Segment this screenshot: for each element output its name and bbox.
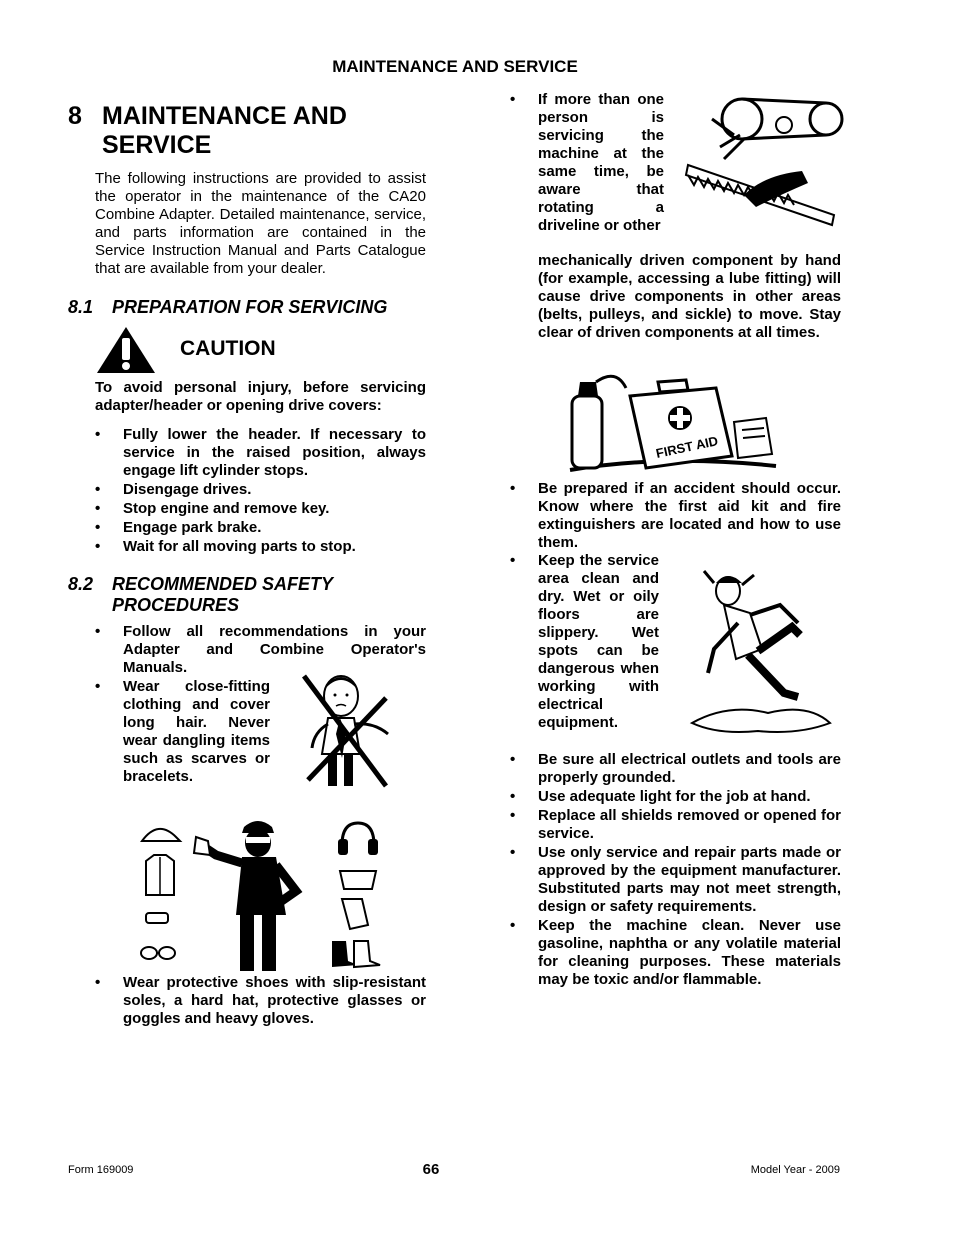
section-8-1-heading [68, 297, 428, 319]
list-item: • Keep the service area clean and dry. Wet or oily floors are slippery. Wet spots can be dangerous when working with electrical equipment. [510, 552, 659, 732]
list-item: • Use adequate light for the job at hand. [510, 788, 841, 806]
list-item: • Use only service and repair parts made or approved by the equipment manufacturer. Substituted parts may not meet strength, design or safety requirements. [510, 844, 841, 916]
list-item: • Engage park brake. [95, 519, 426, 537]
right-item-1-continuation: mechanically driven component by hand (for example, accessing a lube fitting) will cause drive components in other areas (belts, pulleys, and sickle) to move. Stay clear of driven components at all times. [538, 252, 841, 341]
list-item: • Stop engine and remove key. [95, 500, 426, 518]
list-item: • Wear close-fitting clothing and cover long hair. Never wear dangling items such as scarves or bracelets. [95, 678, 270, 786]
list-item: • Keep the machine clean. Never use gasoline, naphtha or any volatile material for cleaning purposes. These materials may be toxic and/or flammable. [510, 917, 841, 989]
section-number: 8.1 [68, 297, 94, 317]
footer-model-year: Model Year - 2009 [750, 1164, 840, 1176]
right-item-2 [510, 480, 841, 552]
safety-list-item-3 [95, 974, 426, 1028]
right-items-remaining [510, 751, 841, 989]
driven-components-illustration [684, 95, 844, 245]
caution-label: CAUTION [180, 337, 276, 360]
right-item-3 [510, 552, 659, 732]
section-8-2-heading [68, 574, 428, 618]
caution-lead: To avoid personal injury, before servicing adapter/header or opening drive covers: [95, 379, 426, 414]
list-item: • Fully lower the header. If necessary to service in the raised position, always engage lift cylinder stops. [95, 426, 426, 480]
section-title: RECOMMENDED SAFETY PROCEDURES [112, 574, 333, 615]
chapter-number: 8 [68, 102, 82, 130]
list-item: • Replace all shields removed or opened for service. [510, 807, 841, 843]
intro-paragraph: The following instructions are provided to assist the operator in the maintenance of the CA20 Combine Adapter. Detailed maintenance, service, and parts information are contained in the Service Instruction Manual and Parts Catalogue that are available from your dealer. [95, 170, 426, 277]
protective-equipment-illustration [136, 815, 382, 973]
running-header: MAINTENANCE AND SERVICE [332, 57, 578, 76]
list-item: • Disengage drives. [95, 481, 426, 499]
footer-form-number: Form 169009 [68, 1164, 134, 1176]
list-item: • If more than one person is servicing the machine at the same time, be aware that rotating a driveline or other [510, 91, 664, 235]
right-item-1-narrow [510, 91, 664, 235]
first-aid-label: FIRST AID [654, 433, 720, 461]
list-item: • Follow all recommendations in your Adapter and Combine Operator's Manuals. [95, 623, 426, 677]
list-item: • Wait for all moving parts to stop. [95, 538, 426, 556]
page-number: 66 [422, 1161, 440, 1178]
right-item-1-continued [510, 252, 841, 342]
list-item: • Be sure all electrical outlets and tools are properly grounded. [510, 751, 841, 787]
warning-triangle-icon [95, 325, 157, 375]
list-item: • Be prepared if an accident should occur. Know where the first aid kit and fire extinguishers are located and how to use them. [510, 480, 841, 552]
safety-list-item-2 [95, 678, 270, 786]
loose-clothing-warning-illustration [298, 668, 392, 796]
caution-list [95, 426, 426, 556]
slipping-person-illustration [688, 563, 834, 735]
section-number: 8.2 [68, 574, 94, 594]
first-aid-extinguisher-illustration [566, 368, 780, 476]
section-title: PREPARATION FOR SERVICING [112, 297, 388, 317]
chapter-title-text: MAINTENANCE AND SERVICE [102, 102, 347, 159]
list-item: • Wear protective shoes with slip-resistant soles, a hard hat, protective glasses or goggles and heavy gloves. [95, 974, 426, 1028]
